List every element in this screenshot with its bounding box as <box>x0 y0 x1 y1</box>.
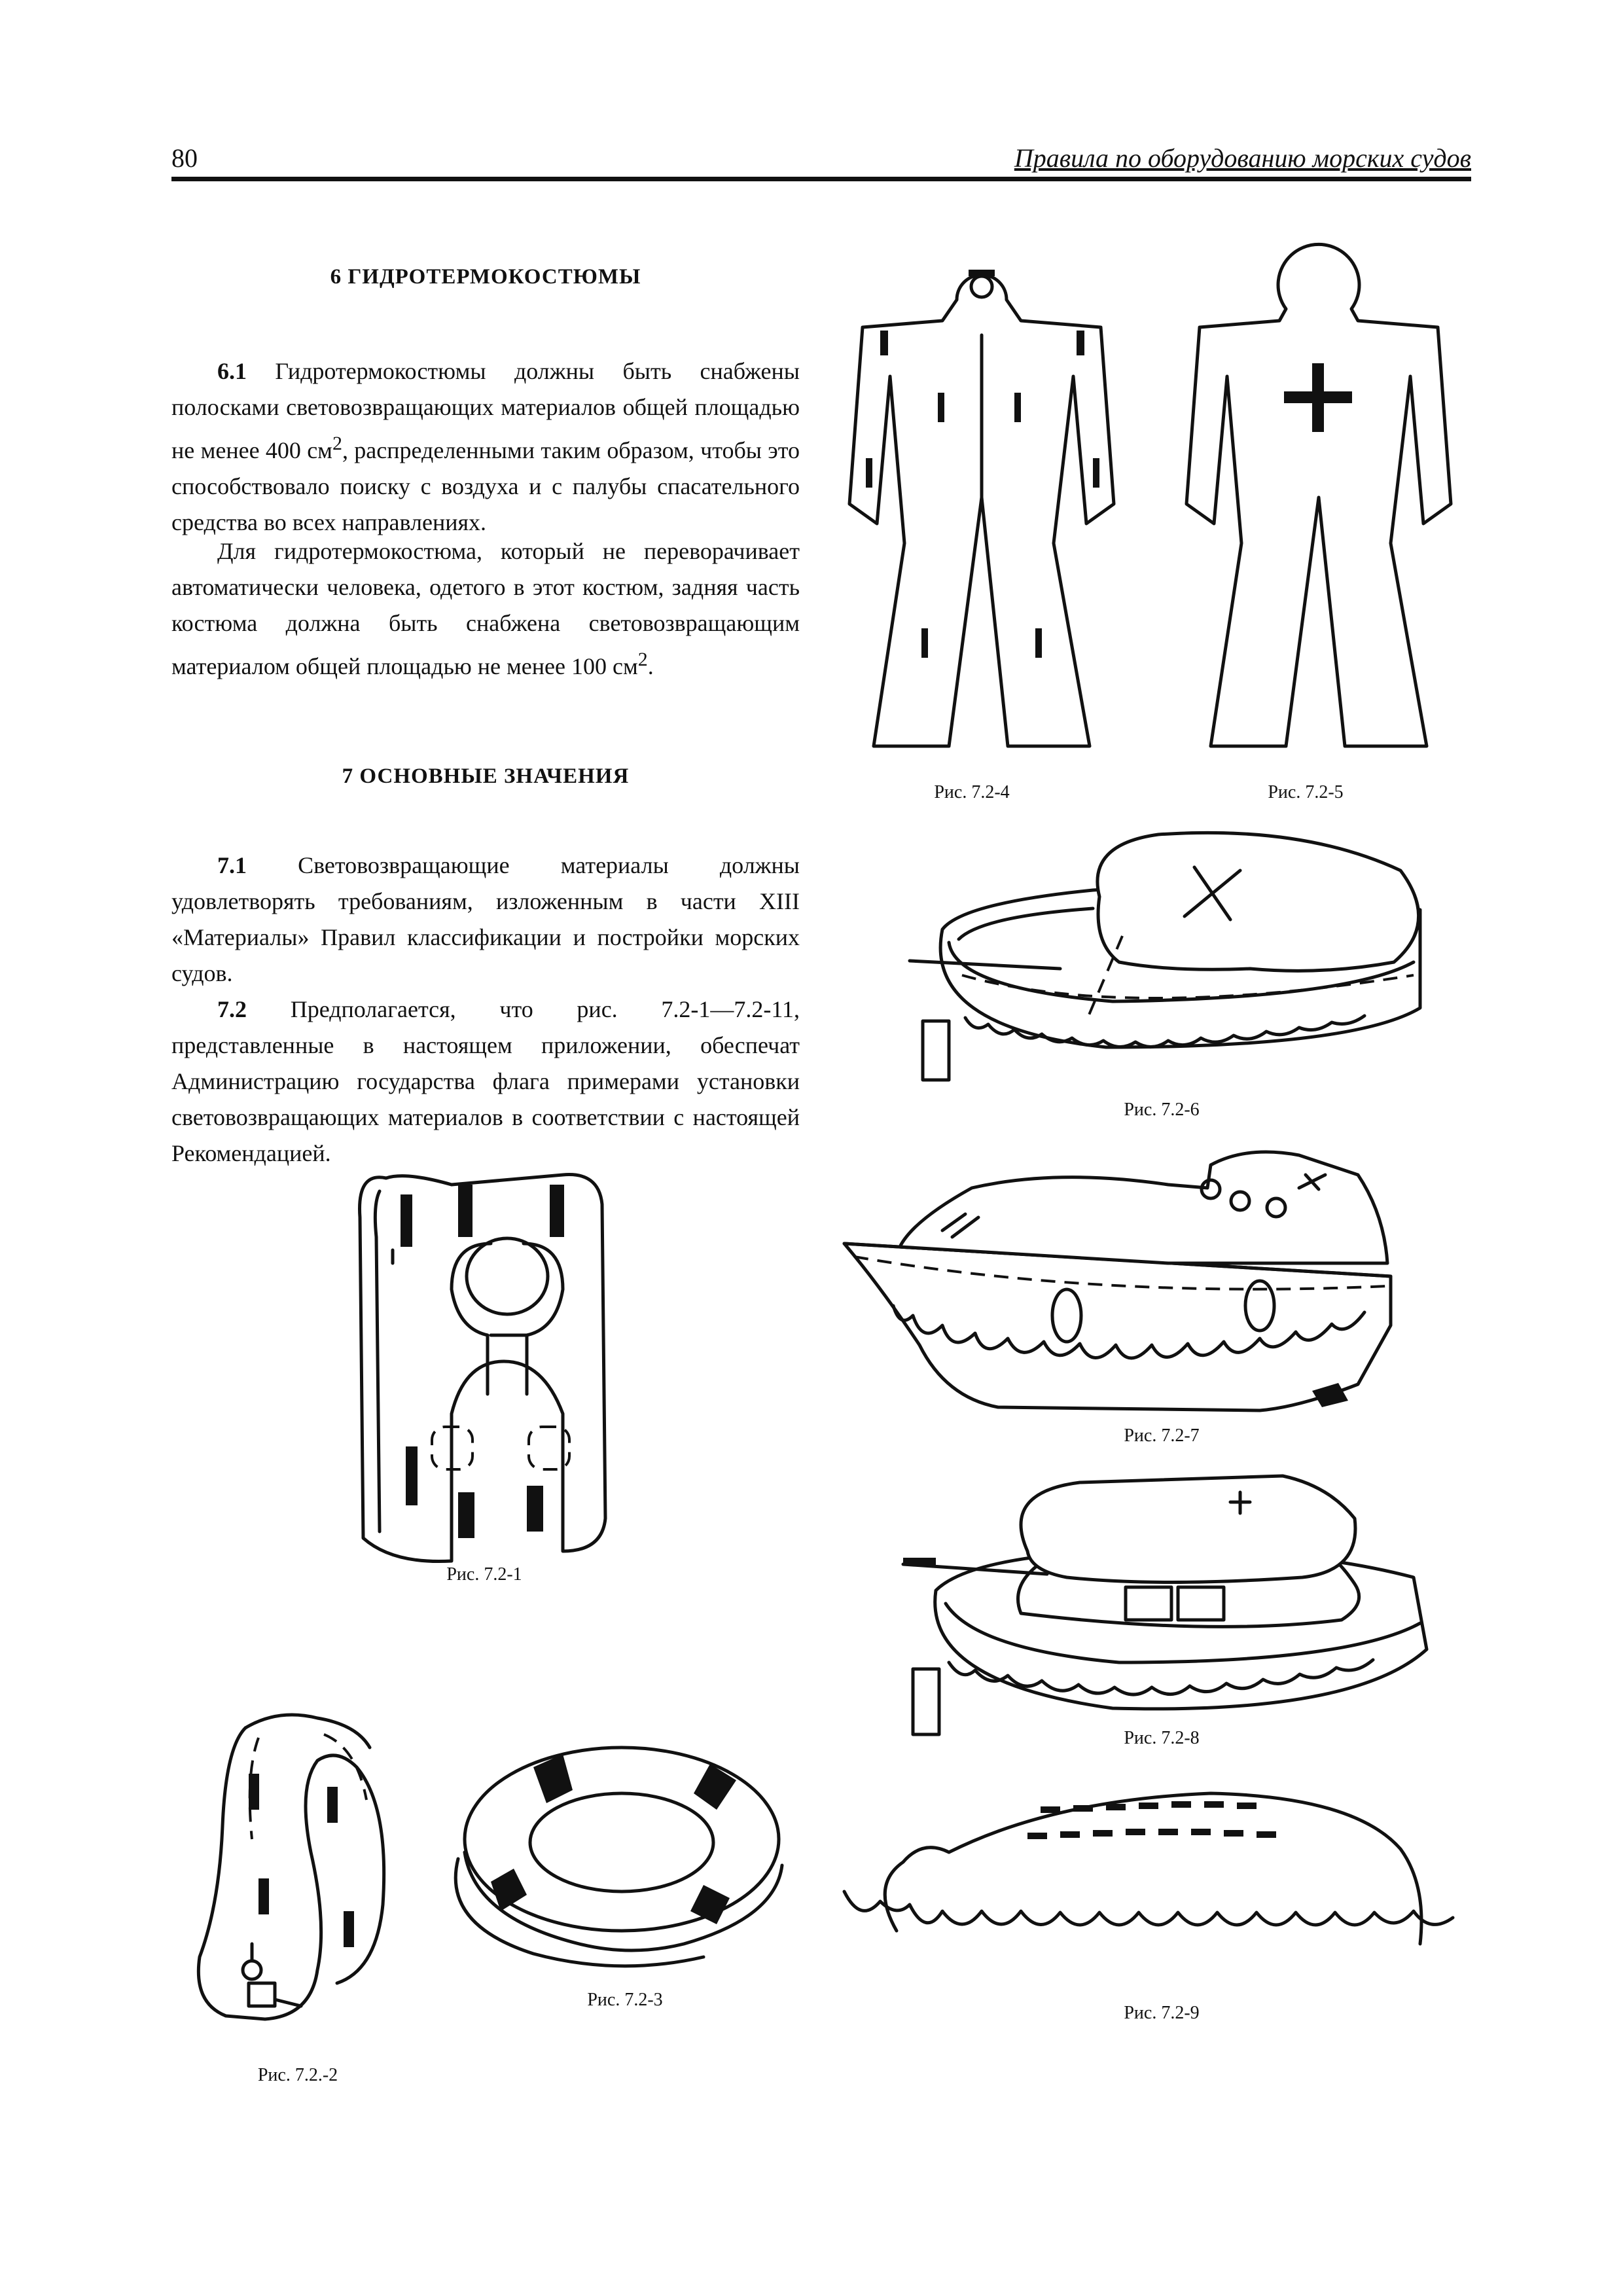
figure-caption: Рис. 7.2-9 <box>1124 2003 1200 2023</box>
immersion-suit-front-illustration <box>844 262 1119 753</box>
section-7-paragraph-2: 7.2 Предполагается, что рис. 7.2-1—7.2-11, представленные в настоящем приложении, обеспечат Администрацию государства флага примерами установки световозвращающих материалов в соответствии с настоящей Рекомендацией. <box>171 996 800 1166</box>
figure-caption: Рис. 7.2-1 <box>446 1564 522 1585</box>
figure-caption: Рис. 7.2-4 <box>934 782 1010 802</box>
running-title: Правила по оборудованию морских судов <box>1014 143 1471 173</box>
figure-caption: Рис. 7.2-8 <box>1124 1728 1200 1748</box>
figure-caption: Рис. 7.2.-2 <box>257 2065 338 2085</box>
clause-number: 6.1 <box>217 358 247 384</box>
capsized-liferaft-in-water-illustration <box>844 1787 1453 1983</box>
figure-caption: Рис. 7.2-5 <box>1268 782 1344 802</box>
partially-enclosed-boat-illustration <box>897 1473 1450 1754</box>
section-6-paragraph-1: 6.1 Гидротермокостюмы должны быть снабжены полосками световозвращающих материалов общей площадью не менее 400 $см^2$, распределенными таким образом, чтобы это способствовало поиску с воздуха и с палубы спасательного средства во всех направлениях. <box>171 358 800 535</box>
clause-number: 7.2 <box>217 996 247 1022</box>
immersion-suit-back-illustration <box>1181 262 1456 753</box>
liferaft-with-canopy-illustration <box>897 831 1440 1086</box>
section-6-paragraph-2: Для гидротермокостюма, который не переворачивает автоматически человека, одетого в этот костюм, задняя часть костюма должна быть снабжена световозвращающим материалом общей площадью не менее 100 $см^2$. <box>171 538 800 679</box>
enclosed-lifeboat-illustration <box>841 1149 1453 1430</box>
figure-caption: Рис. 7.2-3 <box>587 1990 663 2010</box>
header-rule <box>171 177 1471 181</box>
foam-lifejacket-illustration <box>353 1165 609 1571</box>
section-7-paragraph-1: 7.1 Световозвращающие материалы должны удовлетворять требованиям, изложенным в части XIII «Материалы» Правил классификации и постройки морских судов. <box>171 852 800 986</box>
figure-caption: Рис. 7.2-6 <box>1124 1100 1200 1120</box>
inflatable-lifejacket-illustration <box>187 1708 402 2029</box>
figure-caption: Рис. 7.2-7 <box>1124 1426 1200 1446</box>
lifebuoy-ring-illustration <box>435 1728 808 1977</box>
section-7-heading: 7 ОСНОВНЫЕ ЗНАЧЕНИЯ <box>342 764 630 788</box>
clause-number: 7.1 <box>217 852 247 878</box>
section-6-heading: 6 ГИДРОТЕРМОКОСТЮМЫ <box>330 265 641 289</box>
page-number: 80 <box>171 143 198 173</box>
